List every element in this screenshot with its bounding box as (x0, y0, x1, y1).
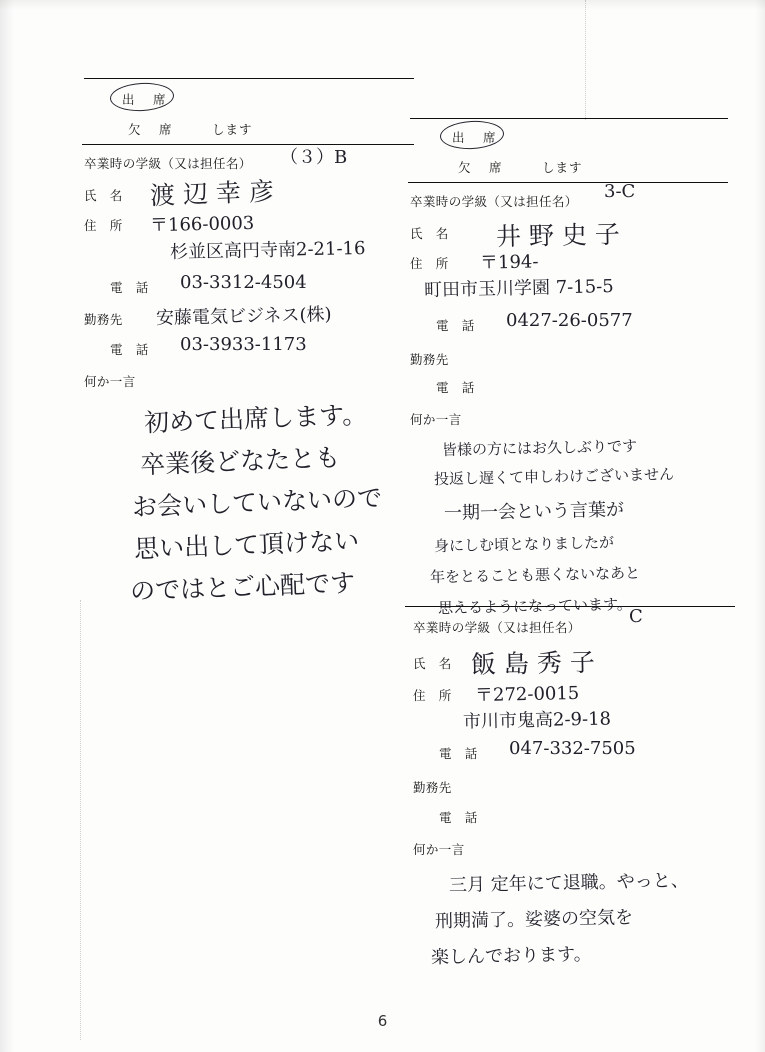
field-workplace-tel (84, 336, 424, 362)
comment-value-iijima (425, 868, 745, 969)
name-label: 氏 名 (413, 656, 452, 671)
comment-line: お会いしていないので (131, 483, 383, 522)
divider-under-attendance (408, 182, 728, 183)
name-label: 氏 名 (410, 226, 449, 241)
comment-line: 投返し遅くて申しわけございません (433, 465, 675, 489)
workplace-tel-value: 03-3933-1173 (180, 334, 307, 355)
divider-top (84, 78, 414, 79)
fold-line (585, 0, 586, 120)
name-label: 氏 名 (84, 188, 123, 203)
field-name (84, 178, 424, 212)
name-value: 井 野 史 子 (495, 219, 621, 252)
field-workplace-tel (413, 804, 748, 830)
comment-line: 年をとることも悪くないなあと (429, 563, 641, 587)
fold-line (80, 600, 81, 1040)
comment-label: 何か一言 (410, 412, 462, 427)
absent-label: 欠 席 (458, 160, 505, 175)
absent-label: 欠 席 (128, 122, 175, 137)
comment-label: 何か一言 (413, 842, 465, 857)
comment-line: 初めて出席します。 (143, 399, 368, 438)
field-name (410, 216, 740, 250)
field-workplace (413, 774, 748, 800)
comment-line: のではとご心配です (129, 568, 356, 606)
page-number: 6 (377, 1012, 388, 1030)
field-tel (410, 312, 740, 338)
divider-under-attendance (82, 144, 414, 145)
comment-value-watanabe (129, 398, 430, 606)
address-postal-value: 〒166-0003 (149, 212, 255, 237)
field-address (84, 212, 429, 268)
address-value: 町田市玉川学園 7-15-5 (423, 276, 614, 301)
address-label: 住 所 (410, 256, 449, 271)
field-comment (410, 406, 740, 432)
address-label: 住 所 (84, 218, 123, 233)
field-address (410, 250, 750, 308)
workplace-tel-label: 電 話 (110, 342, 149, 357)
class-label: 卒業時の学級（又は担任名） (413, 620, 581, 635)
comment-line: 身にしむ頃となりましたが (433, 533, 615, 556)
field-tel (413, 740, 748, 766)
attend-label: 出 席 (452, 130, 499, 145)
class-label: 卒業時の学級（又は担任名） (84, 156, 252, 171)
workplace-tel-label: 電 話 (439, 810, 478, 825)
scan-edge-shadow-right (755, 0, 765, 1052)
class-value: 3-C (604, 181, 636, 202)
comment-line: 三月 定年にて退職。やっと、 (448, 870, 689, 897)
workplace-label: 勤務先 (410, 352, 449, 367)
address-postal-value: 〒272-0015 (474, 682, 580, 707)
field-name (413, 644, 748, 680)
address-value: 杉並区高円寺南2-21-16 (169, 237, 366, 264)
tel-value: 0427-26-0577 (506, 310, 633, 331)
entry-card-watanabe (84, 78, 429, 606)
comment-line: 楽しんでおります。 (430, 943, 592, 969)
tel-value: 03-3312-4504 (180, 272, 307, 293)
comment-line: 思い出して頂けない (133, 526, 360, 564)
comment-line: 皆様の方にはお久しぶりです (441, 437, 638, 460)
comment-value-inoue (424, 436, 744, 618)
address-label: 住 所 (413, 688, 452, 703)
comment-label: 何か一言 (84, 374, 136, 389)
attendance-choice[interactable] (452, 128, 652, 180)
comment-line: 刑期満了。娑婆の空気を (434, 907, 634, 933)
comment-line: 思えるようになっています。 (437, 595, 633, 618)
workplace-label: 勤務先 (413, 780, 452, 795)
workplace-tel-label: 電 話 (436, 380, 475, 395)
address-value: 市川市鬼高2-9-18 (462, 708, 612, 733)
field-tel (84, 274, 424, 300)
divider-top (405, 606, 735, 607)
attendance-choice[interactable] (122, 90, 322, 142)
name-value: 飯 島 秀 子 (470, 647, 596, 680)
comment-line: 卒業後どなたとも (139, 442, 341, 480)
attend-label: 出 席 (122, 92, 169, 107)
class-value: C (629, 606, 643, 627)
field-workplace-tel (410, 374, 740, 400)
field-comment (413, 836, 748, 862)
tel-label: 電 話 (439, 746, 478, 761)
comment-line: 一期一会という言葉が (443, 499, 625, 525)
field-workplace (84, 306, 429, 332)
tel-value: 047-332-7505 (509, 738, 636, 759)
divider-top (410, 118, 728, 119)
class-value: （３）B (280, 147, 348, 168)
field-address (413, 680, 753, 738)
field-class (410, 181, 740, 214)
workplace-label: 勤務先 (84, 312, 123, 327)
field-workplace (410, 346, 740, 372)
class-label: 卒業時の学級（又は担任名） (410, 194, 578, 209)
address-postal-value: 〒194- (479, 251, 539, 274)
tel-label: 電 話 (436, 318, 475, 333)
entry-card-inoue (410, 118, 740, 618)
workplace-value: 安藤電気ビジネス(株) (155, 304, 332, 329)
suffix-label: します (212, 122, 253, 137)
scan-edge-shadow (0, 0, 14, 1052)
tel-label: 電 話 (110, 280, 149, 295)
field-comment (84, 368, 424, 394)
scan-edge-shadow-top (0, 0, 765, 10)
suffix-label: します (542, 160, 583, 175)
name-value: 渡 辺 幸 彦 (149, 176, 275, 211)
